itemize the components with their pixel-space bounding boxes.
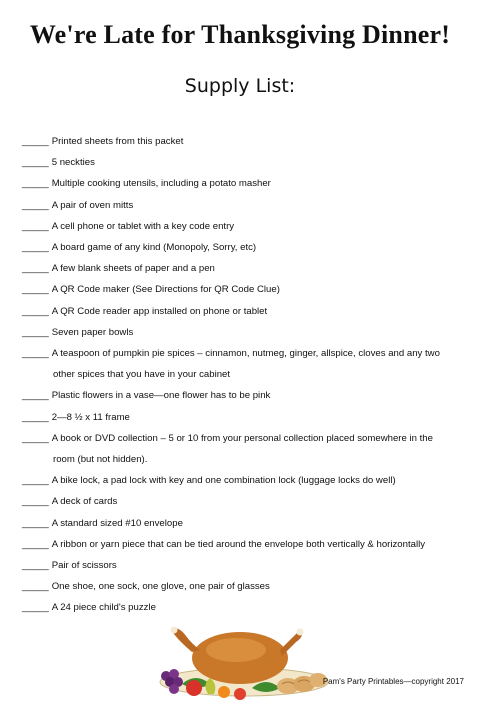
checkbox-blank: _____ (22, 496, 49, 508)
supply-list (22, 131, 462, 619)
supply-item-text: A few blank sheets of paper and a pen (51, 263, 215, 275)
checkbox-blank: _____ (22, 326, 49, 338)
checkbox-blank: _____ (22, 157, 49, 169)
supply-item (22, 152, 462, 173)
bone-left (171, 627, 178, 634)
checkbox-blank: _____ (22, 305, 49, 317)
supply-item-text: A book or DVD collection – 5 or 10 from your personal collection placed somewhere in the (51, 432, 433, 444)
supply-item-text: One shoe, one sock, one glove, one pair of glasses (51, 581, 270, 593)
supply-item (22, 195, 462, 216)
supply-item-text: A deck of cards (51, 496, 118, 508)
bone-right (297, 629, 304, 636)
checkbox-blank: _____ (22, 432, 49, 444)
orange (218, 686, 230, 698)
supply-item (22, 555, 462, 576)
supply-item (22, 385, 462, 406)
copyright-footer: Pam's Party Printables—copyright 2017 (322, 677, 464, 686)
supply-item-continuation (22, 449, 462, 470)
supply-item-text: Seven paper bowls (51, 326, 134, 338)
supply-item (22, 343, 462, 364)
checkbox-blank: _____ (22, 581, 49, 593)
supply-item (22, 428, 462, 449)
turkey-leg-right (280, 632, 302, 656)
checkbox-blank: _____ (22, 220, 49, 232)
supply-item-text: A 24 piece child's puzzle (51, 602, 156, 614)
supply-item-text: Plastic flowers in a vase—one flower has to be pink (51, 390, 271, 402)
checkbox-blank: _____ (22, 284, 49, 296)
supply-item-text: A board game of any kind (Monopoly, Sorry, etc) (51, 242, 257, 254)
supply-item (22, 279, 462, 300)
checkbox-blank: _____ (22, 263, 49, 275)
tomato (234, 688, 246, 700)
checkbox-blank: _____ (22, 475, 49, 487)
checkbox-blank: _____ (22, 178, 49, 190)
checkbox-blank: _____ (22, 242, 49, 254)
supply-item (22, 258, 462, 279)
checkbox-blank: _____ (22, 136, 49, 147)
supply-item (22, 131, 462, 152)
supply-item-text: A QR Code reader app installed on phone or tablet (51, 305, 268, 317)
supply-item (22, 407, 462, 428)
apple (186, 680, 202, 696)
supply-item-text: Pair of scissors (51, 560, 117, 572)
supply-item-text: A standard sized #10 envelope (51, 517, 183, 529)
supply-item (22, 513, 462, 534)
supply-item-text: A cell phone or tablet with a key code entry (51, 220, 235, 232)
turkey-dinner-illustration (152, 622, 332, 704)
checkbox-blank: _____ (22, 390, 49, 402)
supply-item-text: A pair of oven mitts (51, 199, 134, 211)
checkbox-blank: _____ (22, 411, 49, 423)
supply-item (22, 173, 462, 194)
turkey-highlight (206, 638, 266, 662)
supply-item (22, 301, 462, 322)
supply-item-text: A QR Code maker (See Directions for QR Code Clue) (51, 284, 280, 296)
checkbox-blank: _____ (22, 560, 49, 572)
supply-item-text: A bike lock, a pad lock with key and one combination lock (luggage locks do well) (51, 475, 396, 487)
supply-item-text: A ribbon or yarn piece that can be tied around the envelope both vertically & horizontally (51, 538, 426, 550)
supply-item-text: Multiple cooking utensils, including a potato masher (51, 178, 271, 190)
checkbox-blank: _____ (22, 348, 49, 360)
supply-item (22, 576, 462, 597)
supply-item-text: Printed sheets from this packet (51, 136, 184, 147)
checkbox-blank: _____ (22, 517, 49, 529)
supply-item-text: 5 neckties (51, 157, 95, 169)
supply-item-continuation (22, 364, 462, 385)
checkbox-blank: _____ (22, 602, 49, 614)
supply-item (22, 597, 462, 618)
checkbox-blank: _____ (22, 199, 49, 211)
checkbox-blank: _____ (22, 538, 49, 550)
supply-item-text: 2—8 ½ x 11 frame (51, 411, 130, 423)
supply-item (22, 470, 462, 491)
supply-item-continuation-text: other spices that you have in your cabinet (53, 369, 231, 381)
supply-item (22, 534, 462, 555)
supply-item-continuation-text: room (but not hidden). (53, 454, 148, 466)
supply-item (22, 322, 462, 343)
page-title: We're Late for Thanksgiving Dinner! (29, 20, 451, 49)
supply-item (22, 216, 462, 237)
supply-item-text: A teaspoon of pumpkin pie spices – cinnamon, nutmeg, ginger, allspice, cloves and any two (51, 348, 440, 360)
page-subtitle: Supply List: (184, 75, 296, 97)
supply-item (22, 491, 462, 512)
supply-item (22, 237, 462, 258)
